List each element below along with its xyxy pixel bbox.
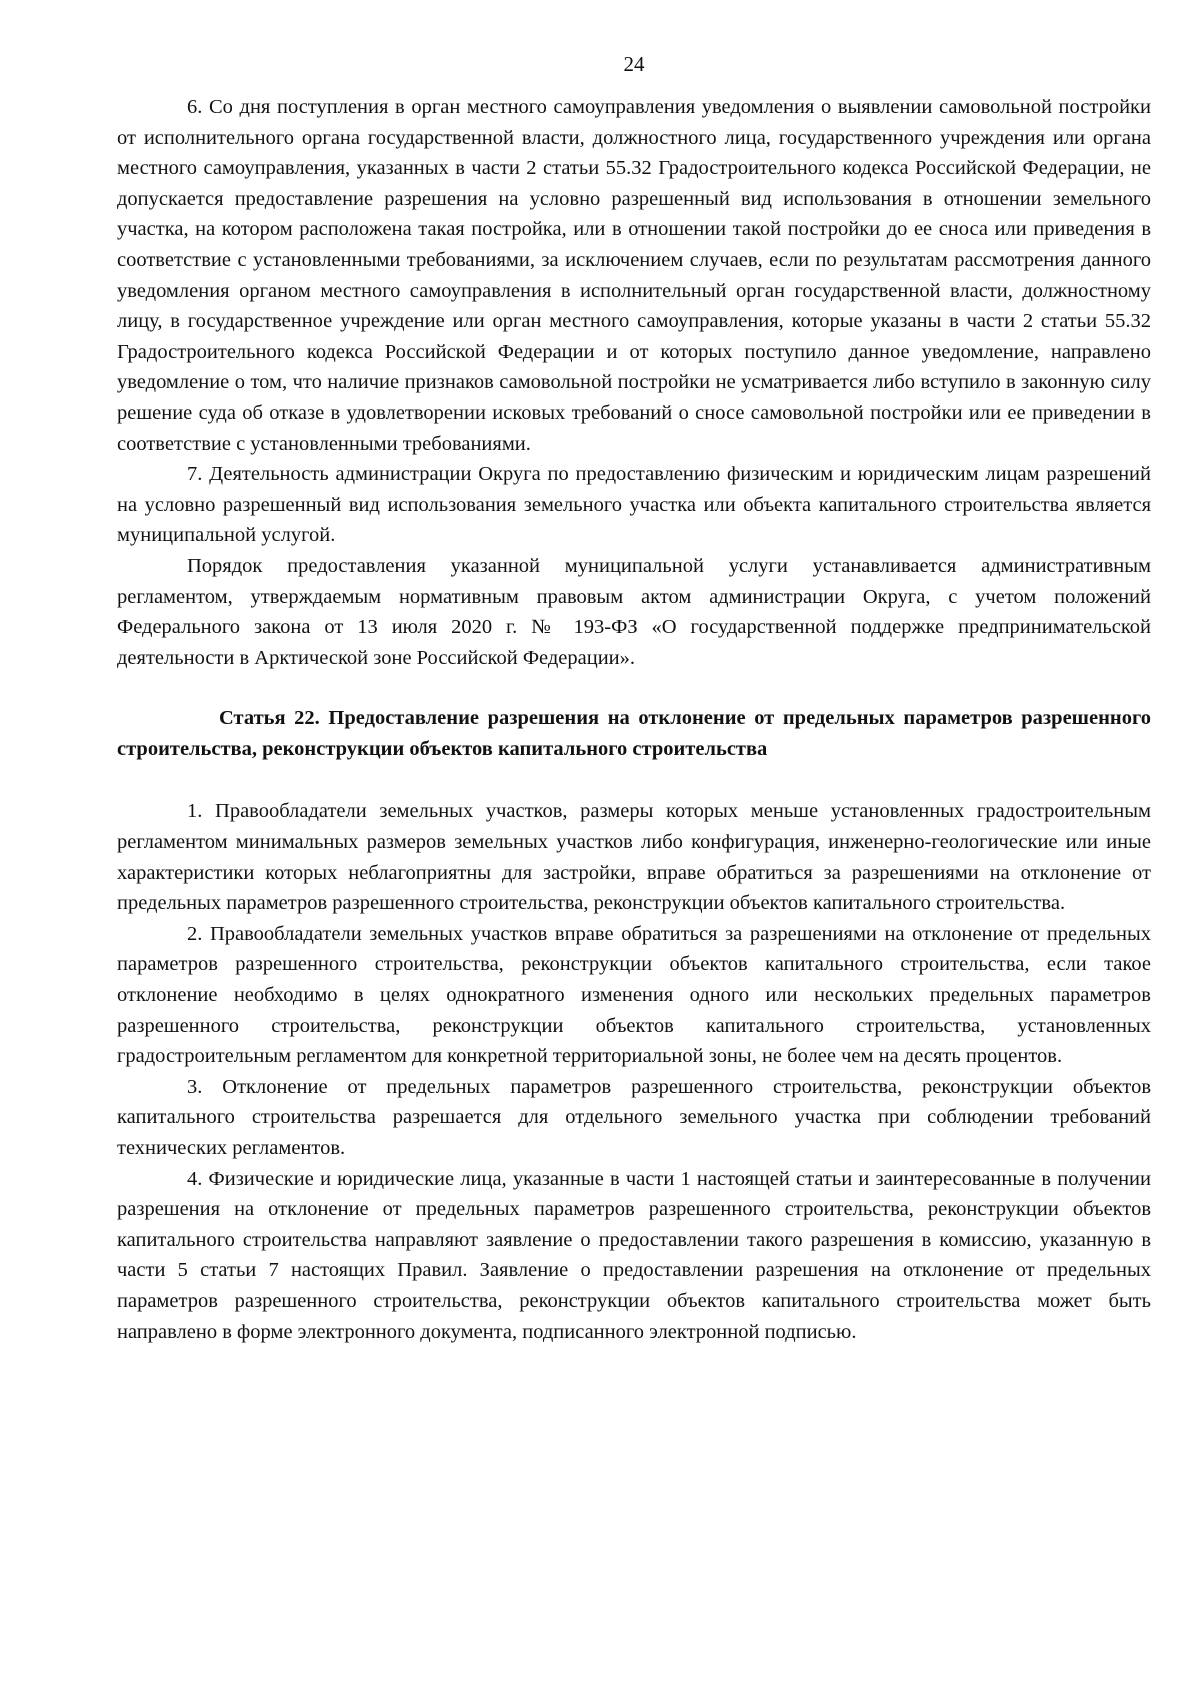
paragraph-6: 6. Со дня поступления в орган местного самоуправления уведомления о выявлении самовольной постройки от исполнительного органа государственной власти, должностного лица, государственного учреждения или органа местного самоуправления, указанных в части 2 статьи 55.32 Градостроительного кодекса Российской Федерации, не допускается предоставление разрешения на условно разрешенный вид использования в отношении земельного участка, на котором расположена такая постройка, или в отношении такой постройки до ее сноса или приведения в соответствие с установленными требованиями, за исключением случаев, если по результатам рассмотрения данного уведомления органом местного самоуправления в исполнительный орган государственной власти, должностному лицу, в государственное учреждение или орган местного самоуправления, которые указаны в части 2 статьи 55.32 Градостроительного кодекса Российской Федерации и от которых поступило данное уведомление, направлено уведомление о том, что наличие признаков самовольной постройки не усматривается либо вступило в законную силу решение суда об отказе в удовлетворении исковых требований о сносе самовольной постройки или ее приведении в соответствие с установленными требованиями. <box>117 96 1151 455</box>
paragraph-procedure: Порядок предоставления указанной муниципальной услуги устанавливается административным регламентом, утверждаемым нормативным правовым актом администрации Округа, с учетом положений Федерального закона от 13 июля 2020 г. № 193-ФЗ «О государственной поддержке предпринимательской деятельности в Арктической зоне Российской Федерации». <box>117 554 1151 669</box>
article-paragraph-4: 4. Физические и юридические лица, указанные в части 1 настоящей статьи и заинтересованные в получении разрешения на отклонение от предельных параметров разрешенного строительства, реконструкции объектов капитального строительства направляют заявление о предоставлении такого разрешения в комиссию, указанную в части 5 статьи 7 настоящих Правил. Заявление о предоставлении разрешения на отклонение от предельных параметров разрешенного строительства, реконструкции объектов капитального строительства может быть направлено в форме электронного документа, подписанного электронной подписью. <box>117 1167 1151 1343</box>
article-paragraph-3: 3. Отклонение от предельных параметров разрешенного строительства, реконструкции объектов капитального строительства разрешается для отдельного земельного участка при соблюдении требований технических регламентов. <box>117 1075 1151 1159</box>
article-paragraph-1: 1. Правообладатели земельных участков, размеры которых меньше установленных градостроительным регламентом минимальных размеров земельных участков либо конфигурация, инженерно-геологические или иные характеристики которых неблагоприятны для застройки, вправе обратиться за разрешениями на отклонение от предельных параметров разрешенного строительства, реконструкции объектов капитального строительства. <box>117 800 1151 915</box>
paragraph-7: 7. Деятельность администрации Округа по предоставлению физическим и юридическим лицам разрешений на условно разрешенный вид использования земельного участка или объекта капитального строительства является муниципальной услугой. <box>117 463 1151 547</box>
page-number: 24 <box>623 52 645 76</box>
document-page <box>117 50 1151 1347</box>
article-heading: Статья 22. Предоставление разрешения на отклонение от предельных параметров разрешенного строительства, реконструкции объектов капитального строительства <box>117 707 1151 760</box>
article-paragraph-2: 2. Правообладатели земельных участков вправе обратиться за разрешениями на отклонение от предельных параметров разрешенного строительства, реконструкции объектов капитального строительства, если такое отклонение необходимо в целях однократного изменения одного или нескольких предельных параметров разрешенного строительства, реконструкции объектов капитального строительства, установленных градостроительным регламентом для конкретной территориальной зоны, не более чем на десять процентов. <box>117 922 1151 1068</box>
